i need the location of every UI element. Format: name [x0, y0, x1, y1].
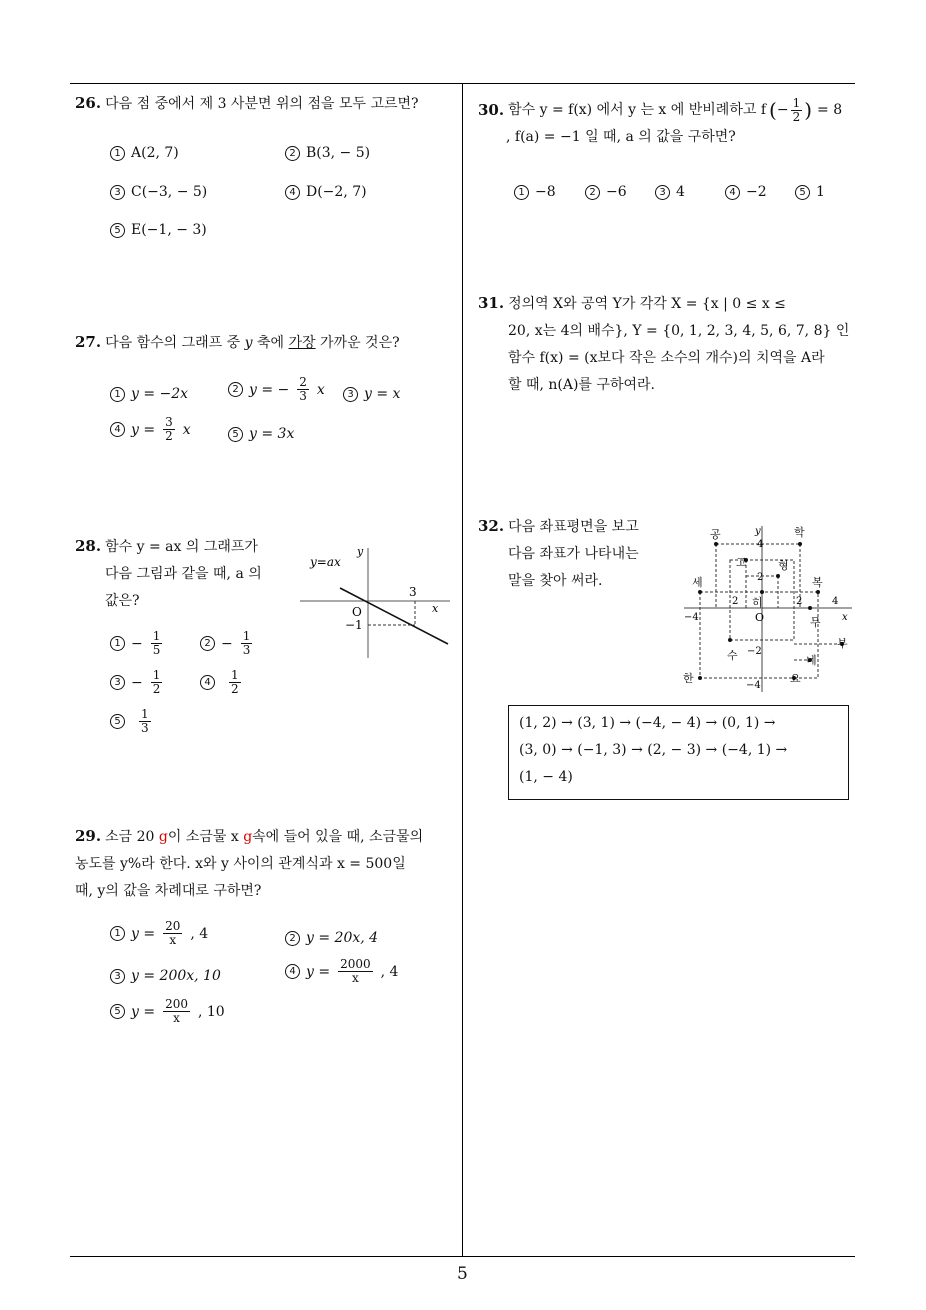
unit-g-red: g	[158, 829, 168, 845]
curve-label: y=ax	[310, 555, 341, 569]
y-tick-label: −1	[345, 618, 363, 632]
q32-sequence-box: (1, 2) → (3, 1) → (−4, − 4) → (0, 1) → (3, 0) → (−1, 3) → (2, − 3) → (−4, 1) → (1, − 4)	[508, 705, 849, 800]
question-number: 26.	[75, 94, 102, 112]
choice-number-2: 2	[285, 146, 300, 161]
svg-text:2: 2	[796, 596, 803, 607]
q28-choice-4[interactable]: 4 $\frac{1}{2}$	[200, 669, 243, 696]
point-label-han: 한	[683, 672, 694, 685]
svg-text:2: 2	[757, 572, 764, 583]
question-28: 28. 함수 y = ax 의 그래프가 다음 그림과 같을 때, a 의 값은?	[75, 537, 262, 609]
q28-graph	[300, 540, 460, 665]
q28-choice-3[interactable]: 3 − $\frac{1}{2}$	[110, 669, 164, 696]
choice-number-3: 3	[110, 185, 125, 200]
svg-text:O: O	[755, 611, 765, 624]
point-label-yo: 요	[790, 672, 801, 685]
q26-choice-1[interactable]: 1 A(2, 7)	[110, 145, 179, 161]
svg-text:4: 4	[832, 596, 839, 607]
point-label-bok: 복	[812, 576, 823, 589]
y-axis-label: y	[357, 545, 364, 558]
column-divider	[462, 83, 463, 1256]
point-label-ne: 네	[806, 654, 817, 667]
q28-choice-1[interactable]: 1 − $\frac{1}{5}$	[110, 630, 164, 657]
point-label-mu: 무	[810, 616, 821, 629]
q30-choice-5[interactable]: 5 1	[795, 184, 825, 200]
q30-choice-2[interactable]: 2 −6	[585, 184, 627, 200]
q28-choice-2[interactable]: 2 − $\frac{1}{3}$	[200, 630, 254, 657]
q27-choice-4[interactable]: 4 y = $\frac{3}{2}$ x	[110, 416, 191, 443]
point-label-hi: 히	[752, 596, 763, 609]
question-31: 31. 정의역 X와 공역 Y가 각각 X = {x | 0 ≤ x ≤ 20, x는 4의 배수}, Y = {0, 1, 2, 3, 4, 5, 6, 7, 8} 인 함수 f(x) = (x보다 작은 소수의 개수)의 치역을 A라 할 때, n(A)를 구하여라.	[478, 294, 850, 393]
q27-choice-2[interactable]: 2 y = − $\frac{2}{3}$ x	[228, 376, 325, 403]
q29-choice-3[interactable]: 3 y = 200x, 10	[110, 968, 221, 984]
q26-choice-3[interactable]: 3 C(−3, − 5)	[110, 184, 207, 200]
question-number: 27.	[75, 333, 102, 351]
q30-choice-1[interactable]: 1 −8	[514, 184, 556, 200]
svg-text:4: 4	[757, 539, 764, 550]
point-label-su: 수	[727, 649, 738, 662]
q32-coordinate-grid	[680, 520, 860, 695]
point-label-bu: 부	[837, 637, 848, 650]
q30-choice-4[interactable]: 4 −2	[725, 184, 767, 200]
question-26	[75, 90, 419, 118]
svg-text:−4: −4	[746, 680, 761, 691]
question-29: 29. 소금 20 g이 소금물 x g속에 들어 있을 때, 소금물의 농도를 y%라 한다. x와 y 사이의 관계식과 x = 500일 때, y의 값을 차례대로 구하면?	[75, 827, 424, 899]
svg-text:−2: −2	[747, 646, 762, 657]
x-axis-label: x	[432, 602, 439, 615]
q29-choice-1[interactable]: 1 y = $\frac{20}{x}$ , 4	[110, 920, 208, 947]
question-30: 30. 함수 y = f(x) 에서 y 는 x 에 반비례하고 f ( − $\frac{1}{2}$ ) = 8 , f(a) = −1 일 때, a 의 값을 구하면?	[478, 96, 843, 145]
underlined-word: 가장	[288, 335, 316, 351]
q27-choice-1[interactable]: 1 y = −2x	[110, 386, 188, 402]
q26-choice-2[interactable]: 2 B(3, − 5)	[285, 145, 370, 161]
point-label-hak: 학	[794, 526, 805, 539]
question-27: 27. 다음 함수의 그래프 중 y 축에 가장 가까운 것은?	[75, 333, 400, 351]
question-number: 29.	[75, 827, 102, 845]
question-32: 32. 다음 좌표평면을 보고 다음 좌표가 나타내는 말을 찾아 써라.	[478, 517, 639, 589]
q29-choice-5[interactable]: 5 y = $\frac{200}{x}$ , 10	[110, 998, 225, 1025]
question-number: 30.	[478, 101, 505, 119]
q27-choice-5[interactable]: 5 y = 3x	[228, 426, 294, 442]
origin-label: O	[352, 605, 362, 619]
page-number: 5	[457, 1264, 468, 1284]
question-number: 32.	[478, 517, 505, 535]
svg-text:2: 2	[732, 596, 739, 607]
bottom-rule	[70, 1256, 855, 1257]
point-label-gong: 공	[710, 528, 721, 541]
question-text: 다음 점 중에서 제 3 사분면 위의 점을 모두 고르면?	[105, 96, 419, 112]
choice-number-1: 1	[110, 146, 125, 161]
svg-text:x: x	[842, 612, 848, 623]
choice-number-5: 5	[110, 223, 125, 238]
choice-number-4: 4	[285, 185, 300, 200]
svg-text:y: y	[755, 526, 761, 537]
point-label-hyeong: 형	[778, 559, 789, 572]
q26-choice-4[interactable]: 4 D(−2, 7)	[285, 184, 367, 200]
question-number: 28.	[75, 537, 102, 555]
q30-choice-3[interactable]: 3 4	[655, 184, 685, 200]
point-label-se: 세	[692, 576, 703, 589]
q27-choice-3[interactable]: 3 y = x	[343, 386, 400, 402]
question-number: 31.	[478, 294, 505, 312]
q26-choice-5[interactable]: 5 E(−1, − 3)	[110, 222, 207, 238]
point-label-go: 고	[736, 556, 747, 569]
svg-text:−4: −4	[684, 612, 699, 623]
q28-choice-5[interactable]: 5 $\frac{1}{3}$	[110, 708, 153, 735]
x-tick-label: 3	[409, 585, 417, 599]
q29-choice-4[interactable]: 4 y = $\frac{2000}{x}$ , 4	[285, 958, 398, 985]
unit-g-red: g	[243, 829, 253, 845]
q29-choice-2[interactable]: 2 y = 20x, 4	[285, 930, 378, 946]
